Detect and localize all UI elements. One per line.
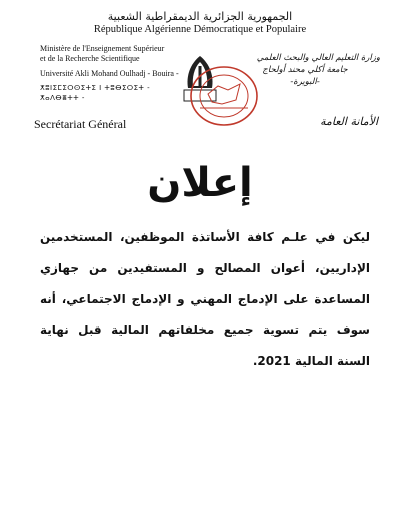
notice-title: إعلان: [147, 160, 253, 206]
right-letterhead: [240, 52, 380, 88]
city-ar: -البويرة-: [290, 77, 320, 87]
university-ar: جامعة أكلي محند أولحاج: [262, 65, 348, 75]
left-letterhead: [40, 44, 190, 103]
header-french-republic: République Algérienne Démocratique et Populaire: [93, 24, 307, 35]
secretariat-fr: Secrétariat Général: [34, 117, 127, 131]
official-stamp-icon: [188, 64, 260, 128]
university-tifinagh: ⵅⵓⵏⵉⵎⵉⵔⵙⵉⵜⵉ ⵏ ⵜⵓⴱⵉⵔⵉⵜ - ⵅⴰⴷⴱⴻⵜⵜ -: [40, 84, 151, 102]
university-fr: Université Akli Mohand Oulhadj - Bouira -: [40, 69, 179, 78]
ministry-fr-line2: et de la Recherche Scientifique: [40, 54, 140, 63]
secretariat-ar: الأمانة العامة: [320, 115, 378, 128]
ministry-ar: وزارة التعليم العالي والبحث العلمي: [256, 53, 380, 63]
ministry-fr-line1: Ministère de l'Enseignement Supérieur: [40, 44, 165, 53]
official-stamp: [188, 64, 260, 128]
header-arabic-republic: الجمهورية الجزائرية الديمقراطية الشعبية: [107, 10, 293, 23]
notice-body: ليكن في علـم كافة الأساتذة الموظفين، المستخدمين الإداريين، أعوان المصالح و المستفيدين من جهازي المساعدة على الإدماج المهني و الإدماج الاجتماعي، أنه سوف يتم تسوية جميع مخلفاتهم المالية قبل نهاية السنة المالية 2021.: [40, 230, 370, 368]
